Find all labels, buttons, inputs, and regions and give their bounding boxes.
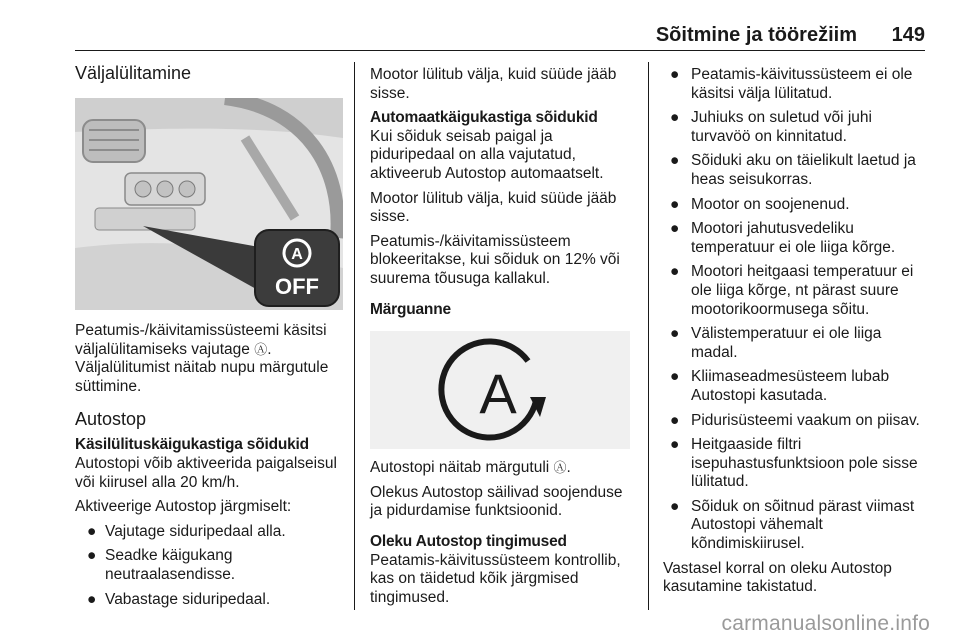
list-item: ● Välistemperatuur ei ole liiga madal. (670, 325, 882, 361)
column-2 (370, 66, 638, 607)
subheading-conditions: Oleku Autostop tingimused (370, 532, 567, 550)
col2-para-7: Peatamis-käivitussüsteem kontrollib, kas on täidetud kõik järgmised tingimused. (370, 551, 621, 606)
autostop-symbol-icon: Ⓐ (553, 460, 567, 476)
col1-para-3: Autostopi võib aktiveerida paigalseisul või kiirusel alla 20 km/h. (75, 454, 337, 491)
bullet-icon: ● (670, 325, 680, 343)
col2-para-2: Kui sõiduk seisab paigal ja piduripedaal on alla vajutatud, aktiveerub Autostop automaatselt. (370, 127, 604, 182)
chapter-title: Sõitmine ja töörežiim (655, 24, 857, 46)
col1-para-2: Väljalülitumist näitab nupu märgutule süttimine. (75, 359, 329, 395)
list-item: ● Kliimaseadmesüsteem lubab Autostopi kasutada. (670, 368, 890, 404)
bullet-icon: ● (670, 152, 680, 170)
bullet-icon: ● (670, 263, 680, 281)
section-heading-autostop: Autostop (75, 409, 147, 430)
activation-steps-list (75, 523, 343, 609)
column-3 (663, 66, 931, 597)
bullet-icon: ● (670, 497, 680, 515)
column-1 (75, 62, 343, 609)
list-item: ● Peatamis-käivitussüsteem ei ole käsitsi välja lülitatud. (670, 66, 913, 102)
bullet-icon: ● (670, 436, 680, 454)
autostop-symbol-icon: Ⓐ (254, 341, 268, 357)
subheading-manual: Käsilülituskäigukastiga sõidukid (75, 436, 309, 454)
col2-para-1: Mootor lülitub välja, kuid süüde jääb sisse. (370, 66, 617, 102)
bullet-icon: ● (87, 522, 97, 540)
col2-para-3: Mootor lülitub välja, kuid süüde jääb sisse. (370, 189, 617, 226)
indicator-letter: A (479, 362, 517, 426)
bullet-icon: ● (670, 109, 680, 127)
column-divider-2 (648, 62, 649, 610)
list-item: ● Vajutage siduripedaal alla. (87, 522, 286, 540)
bullet-icon: ● (87, 547, 97, 565)
off-label: OFF (275, 274, 319, 299)
col1-para-1: Peatumis-/käivitamissüsteemi käsitsi väljalülitamiseks vajutage Ⓐ. (75, 322, 327, 358)
list-item: ● Sõiduk on sõitnud pärast viimast Autostopi vähemalt kõndimiskiirusel. (670, 497, 915, 553)
autostop-indicator-figure (370, 331, 630, 449)
col2-para-6: Olekus Autostop säilivad soojenduse ja pidurdamise funktsioonid. (370, 483, 623, 520)
col2-para-4: Peatumis-/käivitamissüsteem blokeeritakse, kui sõiduk on 12% või suurema tõusuga kallakul. (370, 232, 620, 287)
list-item: ● Pidurisüsteemi vaakum on piisav. (670, 411, 920, 429)
section-heading-switch-off: Väljalülitamine (75, 63, 192, 83)
subheading-indicator: Märguanne (370, 300, 451, 318)
list-item: ● Juhiuks on suletud või juhi turvavöö on kinnitatud. (670, 109, 872, 145)
autostop-indicator-icon (370, 331, 630, 449)
list-item: ● Vabastage siduripedaal. (87, 590, 271, 608)
list-item: ● Sõiduki aku on täielikult laetud ja heas seisukorras. (670, 152, 916, 188)
col2-para-5: Autostopi näitab märgutuli Ⓐ. (370, 459, 571, 477)
list-item: ● Seadke käigukang neutraalasendisse. (87, 547, 236, 583)
bullet-icon: ● (670, 195, 680, 213)
col1-para-4: Aktiveerige Autostop järgmiselt: (75, 498, 292, 516)
list-item: ● Mootor on soojenenud. (670, 195, 850, 213)
list-item: ● Mootori heitgaasi temperatuur ei ole liiga kõrge, nt pärast suure mootorikoormusega sõitu. (670, 263, 914, 318)
svg-text:A: A (291, 246, 303, 263)
dashboard-illustration (75, 98, 343, 310)
col3-para-end: Vastasel korral on oleku Autostop kasutamine takistatud. (663, 559, 892, 596)
watermark: carmanualsonline.info (721, 612, 930, 635)
list-item: ● Mootori jahutusvedeliku temperatuur ei ole liiga kõrge. (670, 220, 896, 256)
page-header (75, 24, 925, 51)
column-divider-1 (354, 62, 355, 610)
bullet-icon: ● (670, 66, 680, 83)
list-item: ● Heitgaaside filtri isepuhastusfunktsioon pole sisse lülitatud. (670, 436, 918, 491)
bullet-icon: ● (87, 590, 97, 608)
bullet-icon: ● (670, 220, 680, 238)
conditions-list (663, 66, 931, 554)
subheading-automatic: Automaatkäigukastiga sõidukid (370, 109, 598, 127)
bullet-icon: ● (670, 368, 680, 386)
dashboard-photo-figure (75, 98, 343, 310)
page-number: 149 (891, 24, 925, 46)
bullet-icon: ● (670, 411, 680, 429)
